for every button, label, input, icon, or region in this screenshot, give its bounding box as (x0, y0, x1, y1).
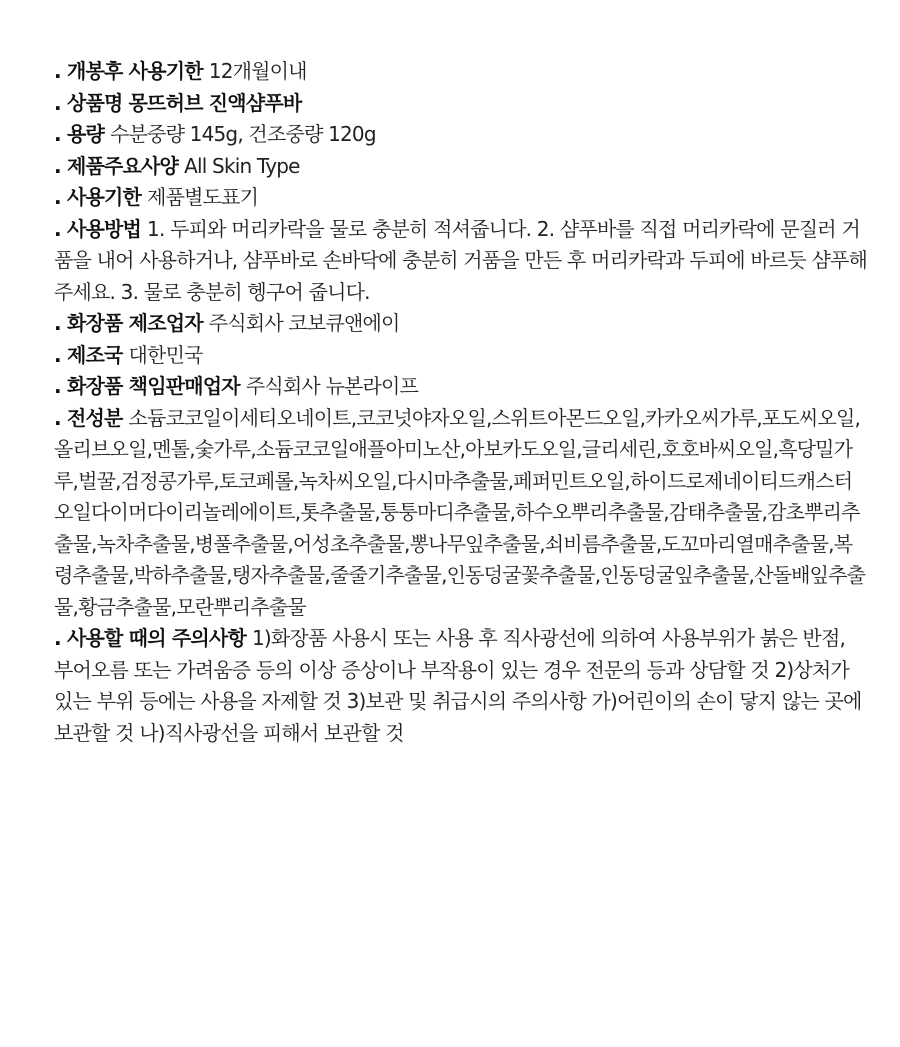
row-manufacturer (54, 308, 869, 340)
label-precautions: . 사용할 때의 주의사항 (54, 626, 246, 650)
label-opened-expiry: . 개봉후 사용기한 (54, 59, 203, 83)
value-main-spec: All Skin Type (184, 153, 300, 178)
label-expiry: . 사용기한 (54, 185, 142, 209)
value-manufacturer: 주식회사 코보큐앤에이 (208, 311, 400, 335)
row-capacity (54, 119, 869, 151)
row-precautions (54, 623, 869, 749)
value-distributor: 주식회사 뉴본라이프 (245, 374, 419, 398)
row-distributor (54, 371, 869, 403)
value-expiry: 제품별도표기 (147, 185, 259, 209)
row-usage (54, 214, 869, 309)
row-opened-expiry (54, 56, 869, 88)
row-product-name (54, 88, 869, 120)
label-country: . 제조국 (54, 342, 123, 367)
value-product-name: 몽뜨허브 진액샴푸바 (128, 90, 302, 115)
row-expiry (54, 182, 869, 214)
value-precautions: 1)화장품 사용시 또는 사용 후 직사광선에 의하여 사용부위가 붉은 반점, 부어오름 또는 가려움증 등의 이상 증상이나 부작용이 있는 경우 전문의 등과 상담할 것 2)상처가 있는 부위 등에는 사용을 자제할 것 3)보관 및 취급시의 주의사항 가)어린이의 손이 닿지 않는 곳에 보관할 것 나)직사광선을 피해서 보관할 것 (54, 626, 862, 745)
label-usage: . 사용방법 (54, 216, 142, 241)
label-capacity: . 용량 (54, 122, 105, 146)
value-country: 대한민국 (128, 342, 203, 367)
label-product-name: . 상품명 (54, 90, 123, 115)
label-manufacturer: . 화장품 제조업자 (54, 311, 203, 335)
value-ingredients: 소듐코코일이세티오네이트,코코넛야자오일,스위트아몬드오일,카카오씨가루,포도씨오일,올리브오일,멘톨,숯가루,소듐코코일애플아미노산,아보카도오일,글리세린,호호바씨오일,흑당밀가루,벌꿀,검정콩가루,토코페롤,녹차씨오일,다시마추출물,페퍼민트오일,하이드로제네이티드캐스터오일다이머다이리놀레에이트,톳추출물,퉁퉁마디추출물,하수오뿌리추출물,감태추출물,감초뿌리추출물,녹차추출물,병풀추출물,어성초추출물,뽕나무잎추출물,쇠비름추출물,도꼬마리열매추출물,복령추출물,박하추출물,탱자추출물,줄줄기추출물,인동덩굴꽃추출물,인동덩굴잎추출물,산돌배잎추출물,황금추출물,모란뿌리추출물 (54, 405, 866, 619)
value-opened-expiry: 12개월이내 (208, 59, 307, 83)
label-main-spec: . 제품주요사양 (54, 153, 179, 178)
row-ingredients (54, 403, 869, 624)
value-capacity: 수분중량 145g, 건조중량 120g (110, 122, 376, 146)
row-country (54, 340, 869, 372)
value-usage: 1. 두피와 머리카락을 물로 충분히 적셔줍니다. 2. 샴푸바를 직접 머리카락에 문질러 거품을 내어 사용하거나, 샴푸바로 손바닥에 충분히 거품을 만든 후 머리카락과 두피에 바르듯 샴푸해 주세요. 3. 물로 충분히 헹구어 줍니다. (54, 216, 868, 304)
product-info-document (54, 56, 869, 749)
label-ingredients: . 전성분 (54, 405, 123, 430)
row-main-spec (54, 151, 869, 183)
label-distributor: . 화장품 책임판매업자 (54, 374, 240, 398)
